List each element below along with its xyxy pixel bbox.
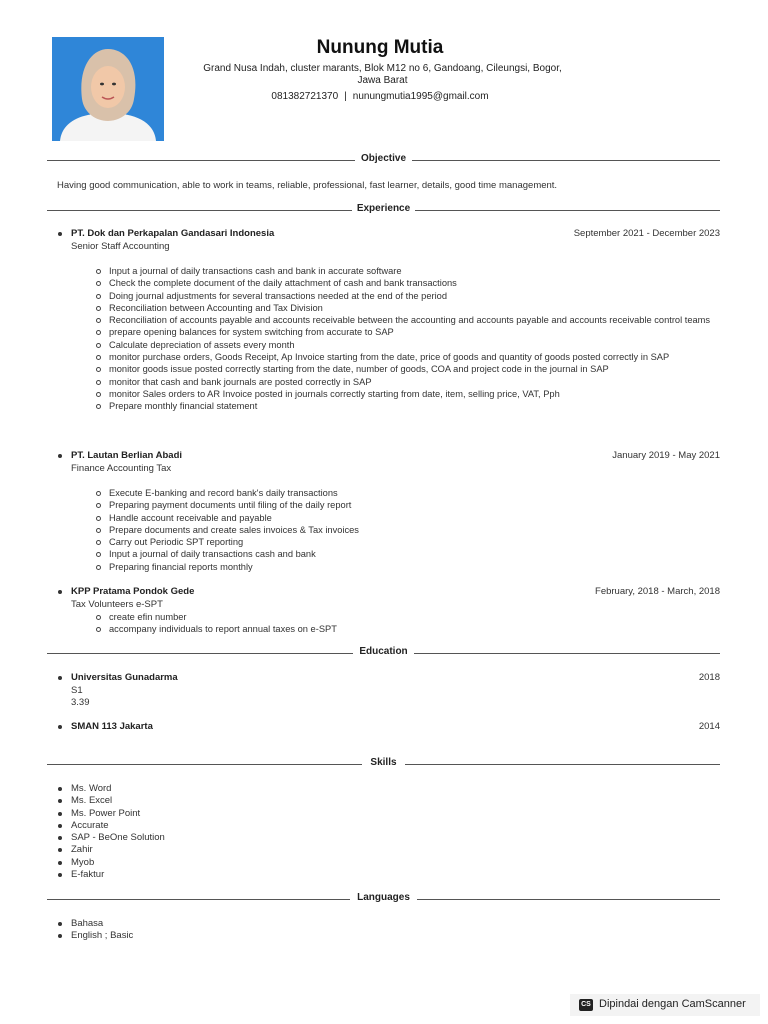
job-task: Doing journal adjustments for several transactions needed at the end of the period [96, 290, 716, 302]
job-task: Preparing financial reports monthly [96, 561, 716, 573]
job-task: Preparing payment documents until filing of the daily report [96, 499, 716, 511]
bullet [58, 676, 62, 680]
section-education-header [47, 646, 720, 660]
job-task: Check the complete document of the daily attachment of cash and bank transactions [96, 277, 716, 289]
job-role: Senior Staff Accounting [71, 241, 170, 252]
languages-list [58, 918, 133, 943]
job-task: Input a journal of daily transactions cash and bank [96, 548, 716, 560]
bullet [58, 590, 62, 594]
section-title: Objective [360, 153, 407, 164]
section-languages-header [47, 892, 720, 906]
job-task: monitor purchase orders, Goods Receipt, Ap Invoice starting from the date, price of goods and quantity of goods posted correctly in SAP [96, 351, 716, 363]
language-item: English ; Basic [58, 930, 133, 942]
job-company: PT. Dok dan Perkapalan Gandasari Indonesia [71, 228, 275, 239]
job-task: Reconciliation between Accounting and Tax Division [96, 302, 716, 314]
education-school: SMAN 113 Jakarta [71, 721, 153, 732]
skill-item: Myob [58, 857, 165, 869]
resume-name: Nunung Mutia [316, 37, 444, 58]
job-task: Prepare documents and create sales invoices & Tax invoices [96, 524, 716, 536]
divider-line [412, 160, 720, 161]
job-task: Calculate depreciation of assets every month [96, 339, 716, 351]
phone-number: 081382721370 [271, 91, 339, 102]
job-task: Execute E-banking and record bank's daily transactions [96, 487, 716, 499]
camscanner-watermark [570, 994, 760, 1016]
bullet [58, 232, 62, 236]
skills-list [58, 783, 165, 881]
job-task: Prepare monthly financial statement [96, 400, 716, 412]
job-task-list [96, 487, 716, 573]
address-line-2: Jawa Barat [357, 75, 408, 86]
section-title: Experience [356, 203, 411, 214]
job-task: accompany individuals to report annual taxes on e-SPT [96, 623, 716, 635]
bullet [58, 725, 62, 729]
camscanner-logo-icon: CS [579, 999, 593, 1011]
divider-line [405, 764, 720, 765]
job-task: Carry out Periodic SPT reporting [96, 536, 716, 548]
skill-item: E-faktur [58, 869, 165, 881]
camscanner-label: Dipindai dengan CamScanner [599, 998, 746, 1010]
email-address: nunungmutia1995@gmail.com [352, 91, 489, 102]
section-title: Skills [370, 757, 397, 768]
education-year: 2014 [698, 721, 720, 732]
education-school: Universitas Gunadarma [71, 672, 178, 683]
divider-line [417, 899, 720, 900]
skill-item: Zahir [58, 844, 165, 856]
job-company: PT. Lautan Berlian Abadi [71, 450, 183, 461]
job-task-list [96, 265, 716, 413]
job-company: KPP Pratama Pondok Gede [71, 586, 195, 597]
divider-line [414, 653, 720, 654]
education-gpa: 3.39 [71, 697, 90, 708]
job-task-list [96, 611, 716, 636]
section-title: Education [359, 646, 408, 657]
job-task: monitor that cash and bank journals are posted correctly in SAP [96, 376, 716, 388]
job-task: Reconciliation of accounts payable and accounts receivable between the accounting and accounts payable and accounts receivable control teams [96, 314, 716, 326]
education-degree: S1 [71, 685, 83, 696]
profile-photo [52, 37, 164, 141]
skill-item: Ms. Word [58, 783, 165, 795]
contact-line [180, 91, 580, 102]
job-task: monitor goods issue posted correctly starting from the date, number of goods, COA and project code in the journal in SAP [96, 363, 716, 375]
skill-item: Accurate [58, 820, 165, 832]
job-task: prepare opening balances for system switching from accurate to SAP [96, 326, 716, 338]
language-item: Bahasa [58, 918, 133, 930]
contact-separator: | [344, 91, 347, 102]
objective-text: Having good communication, able to work in teams, reliable, professional, fast learner, details, good time management. [57, 180, 558, 191]
job-task: Handle account receivable and payable [96, 512, 716, 524]
education-year: 2018 [698, 672, 720, 683]
bullet [58, 454, 62, 458]
job-dates: February, 2018 - March, 2018 [595, 586, 720, 597]
job-role: Tax Volunteers e-SPT [71, 599, 163, 610]
divider-line [415, 210, 720, 211]
job-task: Input a journal of daily transactions cash and bank in accurate software [96, 265, 716, 277]
skill-item: Ms. Power Point [58, 808, 165, 820]
job-dates: January 2019 - May 2021 [612, 450, 720, 461]
section-title: Languages [357, 892, 410, 903]
job-dates: September 2021 - December 2023 [573, 228, 720, 239]
job-task: monitor Sales orders to AR Invoice posted in journals correctly starting from date, item, selling price, VAT, Pph [96, 388, 716, 400]
address [185, 63, 580, 87]
section-experience-header [47, 203, 720, 217]
section-objective-header [47, 153, 720, 167]
skill-item: Ms. Excel [58, 795, 165, 807]
job-task: create efin number [96, 611, 716, 623]
skill-item: SAP - BeOne Solution [58, 832, 165, 844]
job-role: Finance Accounting Tax [71, 463, 172, 474]
profile-photo-illustration [52, 37, 164, 141]
section-skills-header [47, 757, 720, 771]
address-line-1: Grand Nusa Indah, cluster marants, Blok M12 no 6, Gandoang, Cileungsi, Bogor, [203, 63, 562, 74]
